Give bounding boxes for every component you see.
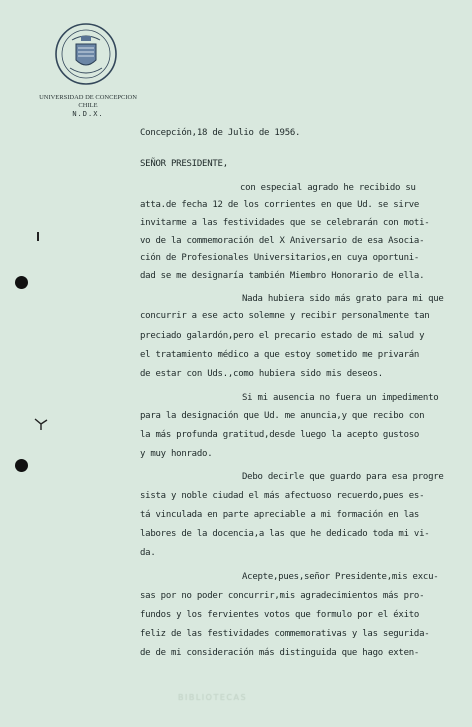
body-line: con especial agrado he recibido su (240, 183, 416, 193)
body-line: tá vinculada en parte apreciable a mi formación en las (140, 510, 420, 520)
body-line: sas por no poder concurrir,mis agradecimientos más pro- (140, 591, 425, 601)
margin-y-mark-icon (33, 417, 49, 431)
punch-hole (15, 459, 28, 472)
body-line: labores de la docencia,a las que he dedicado toda mi vi- (140, 529, 430, 539)
institution-country: CHILE (78, 102, 98, 109)
body-line: Nada hubiera sido más grato para mi que (242, 294, 444, 304)
margin-tick-mark (37, 232, 39, 241)
body-line: la más profunda gratitud,desde luego la acepto gustoso (140, 430, 420, 440)
body-line: sista y noble ciudad el más afectuoso recuerdo,pues es- (140, 491, 425, 501)
body-line: dad se me designaría también Miembro Honorario de ella. (140, 271, 425, 281)
body-line: feliz de las festividades commemorativas y las segurida- (140, 629, 430, 639)
institution-name: UNIVERSIDAD DE CONCEPCION (39, 94, 137, 101)
body-line: concurrir a ese acto solemne y recibir personalmente tan (140, 311, 430, 321)
body-line: Acepte,pues,señor Presidente,mis excu- (242, 572, 439, 582)
body-line: y muy honrado. (140, 449, 213, 459)
punch-hole (15, 276, 28, 289)
letterhead (38, 94, 138, 118)
body-line: atta.de fecha 12 de los corrientes en que Ud. se sirve (140, 200, 420, 210)
letter-salutation: SEÑOR PRESIDENTE, (140, 159, 228, 169)
reference-initials: N.D.X. (72, 110, 104, 118)
body-line: Si mi ausencia no fuera un impedimento (242, 393, 439, 403)
body-line: para la designación que Ud. me anuncia,y que recibo con (140, 411, 425, 421)
body-line: ción de Profesionales Universitarios,en cuya oportuni- (140, 253, 420, 263)
body-line: vo de la commemoración del X Aniversario de esa Asocia- (140, 236, 425, 246)
body-line: fundos y los fervientes votos que formulo por el éxito (140, 610, 420, 620)
body-line: invitarme a las festividades que se celebrarán con moti- (140, 218, 430, 228)
letter-date: Concepción,18 de Julio de 1956. (140, 128, 301, 138)
body-line: da. (140, 548, 156, 558)
body-line: Debo decirle que guardo para esa progre (242, 472, 444, 482)
body-line: el tratamiento médico a que estoy sometido me privarán (140, 350, 420, 360)
body-line: de estar con Uds.,como hubiera sido mis deseos. (140, 369, 383, 379)
body-line: preciado galardón,pero el precario estado de mi salud y (140, 331, 425, 341)
body-line: de de mi consideración más distinguida que hago exten- (140, 648, 420, 658)
watermark: BIBLIOTECAS (178, 693, 248, 702)
university-seal-icon (54, 22, 118, 86)
